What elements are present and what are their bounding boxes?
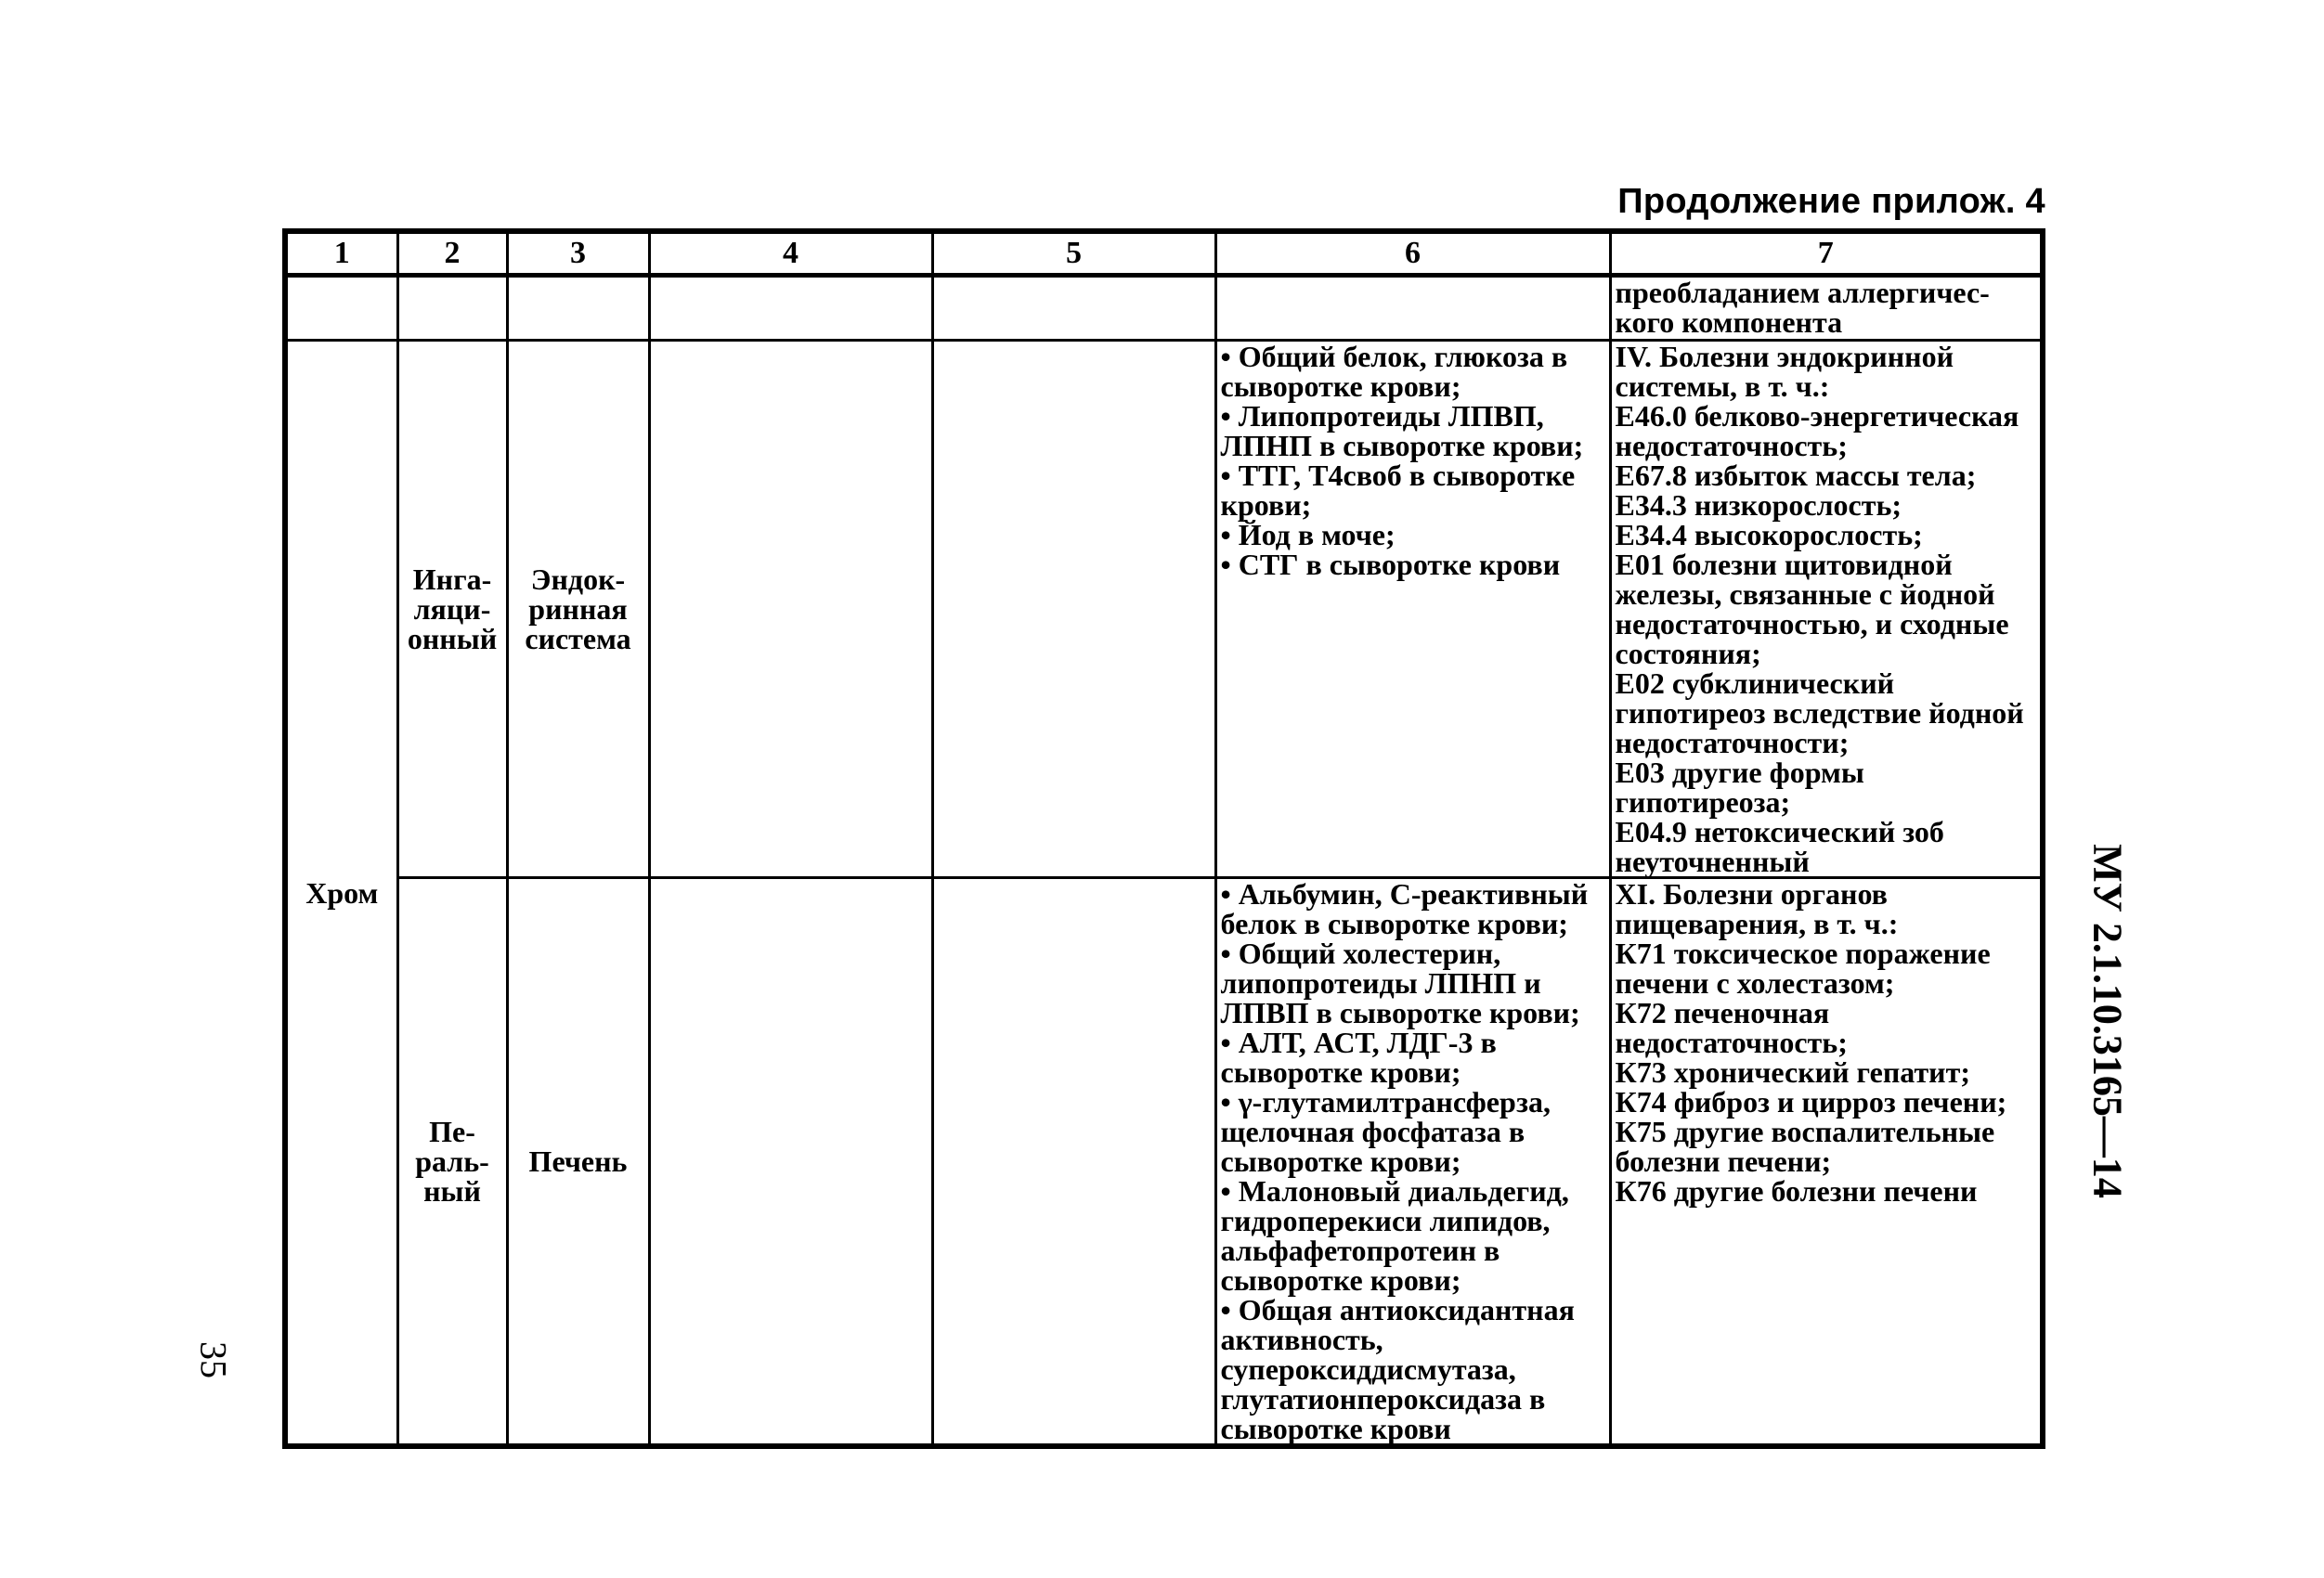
route-cell: [397, 341, 507, 878]
list-item: К75 другие воспалительные болезни печени;: [1615, 1115, 1995, 1178]
list-item: К76 другие болезни печени: [1615, 1174, 1978, 1208]
table-cell: [649, 878, 932, 1447]
appendix-table: [282, 228, 2045, 1449]
list-item: Е01 болезни щитовидной железы, связанные с йодной недостаточностью, и сходные состояния;: [1615, 548, 2009, 670]
page-number: 35: [192, 1341, 235, 1378]
list-item: К71 токсическое поражение печени с холестазом;: [1615, 937, 1991, 1000]
list-item: Е04.9 нетоксический зоб неуточненный: [1615, 815, 1944, 878]
column-header: 5: [932, 231, 1215, 276]
table-cell: [649, 341, 932, 878]
table-cell: [397, 276, 507, 341]
table-cell: [932, 878, 1215, 1447]
column-header: 2: [397, 231, 507, 276]
list-item: • Общий холестерин, липопротеиды ЛПНП и ЛПВП в сыворотке крови;: [1221, 938, 1605, 1028]
column-header: 3: [507, 231, 649, 276]
list-item: • Альбумин, С-реактивный белок в сыворотке крови;: [1221, 879, 1605, 938]
table-cell: [507, 276, 649, 341]
continued-diseases-cell: [1610, 276, 2043, 341]
column-number-row: [285, 231, 2043, 276]
table-cell: [1215, 276, 1610, 341]
column-header: 6: [1215, 231, 1610, 276]
list-item: • Йод в моче;: [1221, 520, 1605, 550]
list-item: Е34.4 высокорослость;: [1615, 518, 1923, 551]
organ-cell: [507, 341, 649, 878]
list-item: • СТГ в сыворотке крови: [1221, 550, 1605, 579]
table-cell: [649, 276, 932, 341]
table-cell: [285, 276, 397, 341]
continuation-caption: Продолжение прилож. 4: [1617, 182, 2045, 221]
list-item: • Общая антиоксидантная активность, супероксиддисмутаза, глутатионпероксидаза в сыворотке крови: [1221, 1295, 1605, 1443]
organ-cell: [507, 878, 649, 1447]
diseases-cell: [1610, 341, 2043, 878]
indicators-list: [1221, 342, 1605, 579]
list-item: • Общий белок, глюкоза в сыворотке крови;: [1221, 342, 1605, 401]
list-item: • АЛТ, АСТ, ЛДГ-3 в сыворотке крови;: [1221, 1028, 1605, 1087]
list-item: К72 печеночная недостаточность;: [1615, 996, 1848, 1059]
list-item: Е46.0 белково-энергетическая недостаточность;: [1615, 399, 2019, 462]
organ-text: Печень: [528, 1145, 628, 1178]
indicators-list: [1221, 879, 1605, 1443]
agent-cell: Хром: [285, 341, 397, 1447]
table-row: [285, 341, 2043, 878]
list-item: К74 фиброз и цирроз печени;: [1615, 1085, 2007, 1119]
list-item: • ТТГ, Т4своб в сыворотке крови;: [1221, 460, 1605, 520]
text-line: преобладанием аллергичес-: [1615, 276, 1990, 309]
diseases-cell: [1610, 878, 2043, 1447]
list-item: XI. Болезни органов пищеварения, в т. ч.:: [1615, 877, 1899, 940]
column-header: 7: [1610, 231, 2043, 276]
indicators-cell: [1215, 341, 1610, 878]
list-item: Е67.8 избыток массы тела;: [1615, 459, 1977, 492]
continuation-row: [285, 276, 2043, 341]
list-item: • Малоновый диальдегид, гидроперекиси липидов, альфафетопротеин в сыворотке крови;: [1221, 1176, 1605, 1295]
list-item: Е02 субклинический гипотиреоз вследствие йодной недостаточности;: [1615, 666, 2024, 759]
table-cell: [932, 341, 1215, 878]
list-item: • Липопротеиды ЛПВП, ЛПНП в сыворотке крови;: [1221, 401, 1605, 460]
list-item: Е34.3 низкорослость;: [1615, 488, 1902, 522]
indicators-cell: [1215, 878, 1610, 1447]
table-row: [285, 878, 2043, 1447]
table-cell: [932, 276, 1215, 341]
document-code: МУ 2.1.10.3165—14: [2084, 844, 2131, 1198]
route-text: Инга- ляци- онный: [407, 563, 498, 655]
column-header: 1: [285, 231, 397, 276]
list-item: • γ-глутамилтрансферза, щелочная фосфатаза в сыворотке крови;: [1221, 1087, 1605, 1176]
route-cell: [397, 878, 507, 1447]
text-line: кого компонента: [1615, 305, 1843, 339]
organ-text: Эндок- ринная система: [525, 563, 631, 655]
list-item: IV. Болезни эндокринной системы, в т. ч.:: [1615, 340, 1954, 403]
column-header: 4: [649, 231, 932, 276]
route-text: Пе- раль- ный: [415, 1115, 489, 1208]
list-item: К73 хронический гепатит;: [1615, 1055, 1970, 1089]
list-item: Е03 другие формы гипотиреоза;: [1615, 756, 1864, 819]
